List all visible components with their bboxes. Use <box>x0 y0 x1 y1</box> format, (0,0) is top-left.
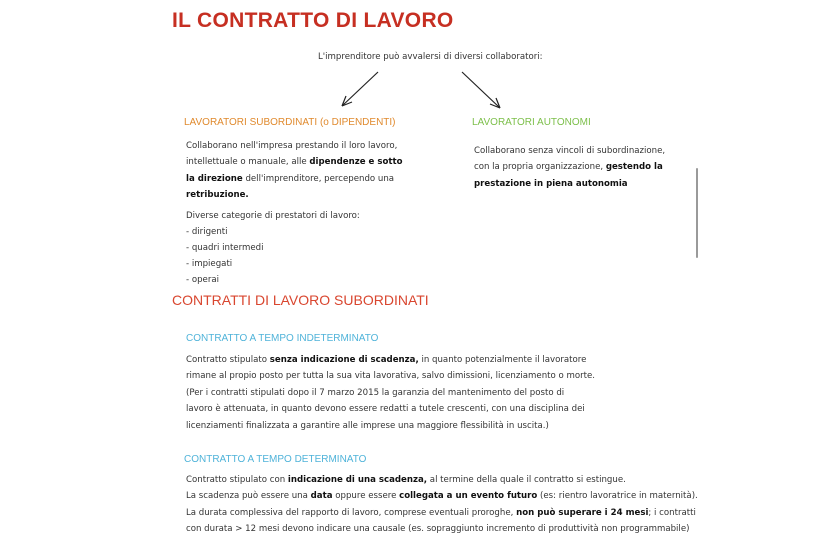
text: al termine della quale il contratto si estingue. <box>429 475 626 485</box>
bold-text: retribuzione. <box>186 190 249 201</box>
bold-text: collegata a un evento futuro <box>399 491 538 502</box>
text: con la propria organizzazione, <box>474 162 604 173</box>
bold-text: senza indicazione di scadenza, <box>269 355 419 365</box>
arrow-left-icon <box>342 72 378 106</box>
autonomi-description <box>474 143 674 192</box>
list-item: - dirigenti <box>186 227 228 237</box>
text: intellettuale o manuale, alle <box>186 157 307 168</box>
scrollbar[interactable] <box>696 168 698 258</box>
text: La durata complessiva del rapporto di lavoro, comprese eventuali proroghe, <box>186 507 514 518</box>
text: ; i contratti <box>648 507 696 518</box>
bold-text: non può superare i 24 mesi <box>516 507 649 518</box>
intro-text: L'imprenditore può avvalersi di diversi collaboratori: <box>318 52 543 62</box>
subordinati-description <box>186 138 436 204</box>
text-line: con durata > 12 mesi devono indicare una causale (es. sopraggiunto incremento di produttività non programmabile) <box>186 524 690 535</box>
arrow-right-icon <box>462 72 500 108</box>
text: (es: rientro lavoratrice in maternità). <box>540 491 698 502</box>
page-title: IL CONTRATTO DI LAVORO <box>172 9 454 32</box>
indeterminato-text <box>186 352 595 434</box>
text-line: licenziamenti finalizzata a garantire alle imprese una maggiore flessibilità in uscita.) <box>186 420 549 431</box>
determinato-text <box>186 472 698 538</box>
subordinati-heading: LAVORATORI SUBORDINATI (o DIPENDENTI) <box>184 117 396 128</box>
bold-text: prestazione in piena autonomia <box>474 178 628 189</box>
text: Collaborano senza vincoli di subordinazione, <box>474 146 666 156</box>
bold-text: gestendo la <box>605 162 663 173</box>
text: Contratto stipulato <box>186 355 268 365</box>
list-item: - quadri intermedi <box>186 243 264 253</box>
text-line: lavoro è attenuata, in quanto devono essere redatti a tutele crescenti, con una disciplina dei <box>186 404 585 415</box>
list-item: - operai <box>186 275 220 285</box>
text: Collaborano nell'impresa prestando il loro lavoro, <box>186 141 398 151</box>
indeterminato-heading: CONTRATTO A TEMPO INDETERMINATO <box>186 333 379 344</box>
text-line: rimane al propio posto per tutta la sua vita lavorativa, salvo dimissioni, licenziamento o morte. <box>186 371 596 382</box>
text: Contratto stipulato con <box>186 475 286 485</box>
bold-text: dipendenze e sotto <box>309 157 403 168</box>
bold-text: data <box>310 491 333 502</box>
list-item: - impiegati <box>186 259 233 269</box>
categories-intro: Diverse categorie di prestatori di lavoro: <box>186 211 360 221</box>
autonomi-heading: LAVORATORI AUTONOMI <box>472 117 591 128</box>
bold-text: la direzione <box>186 173 243 184</box>
text: oppure essere <box>335 491 397 502</box>
categories-list <box>186 208 360 288</box>
contratti-heading: CONTRATTI DI LAVORO SUBORDINATI <box>172 292 429 308</box>
bold-text: indicazione di una scadenza, <box>287 475 428 485</box>
text: dell'imprenditore, percependo una <box>245 173 395 184</box>
determinato-heading: CONTRATTO A TEMPO DETERMINATO <box>184 454 367 465</box>
text-line: (Per i contratti stipulati dopo il 7 marzo 2015 la garanzia del mantenimento del posto di <box>186 387 565 398</box>
text: La scadenza può essere una <box>186 491 308 502</box>
text: in quanto potenzialmente il lavoratore <box>421 355 587 365</box>
